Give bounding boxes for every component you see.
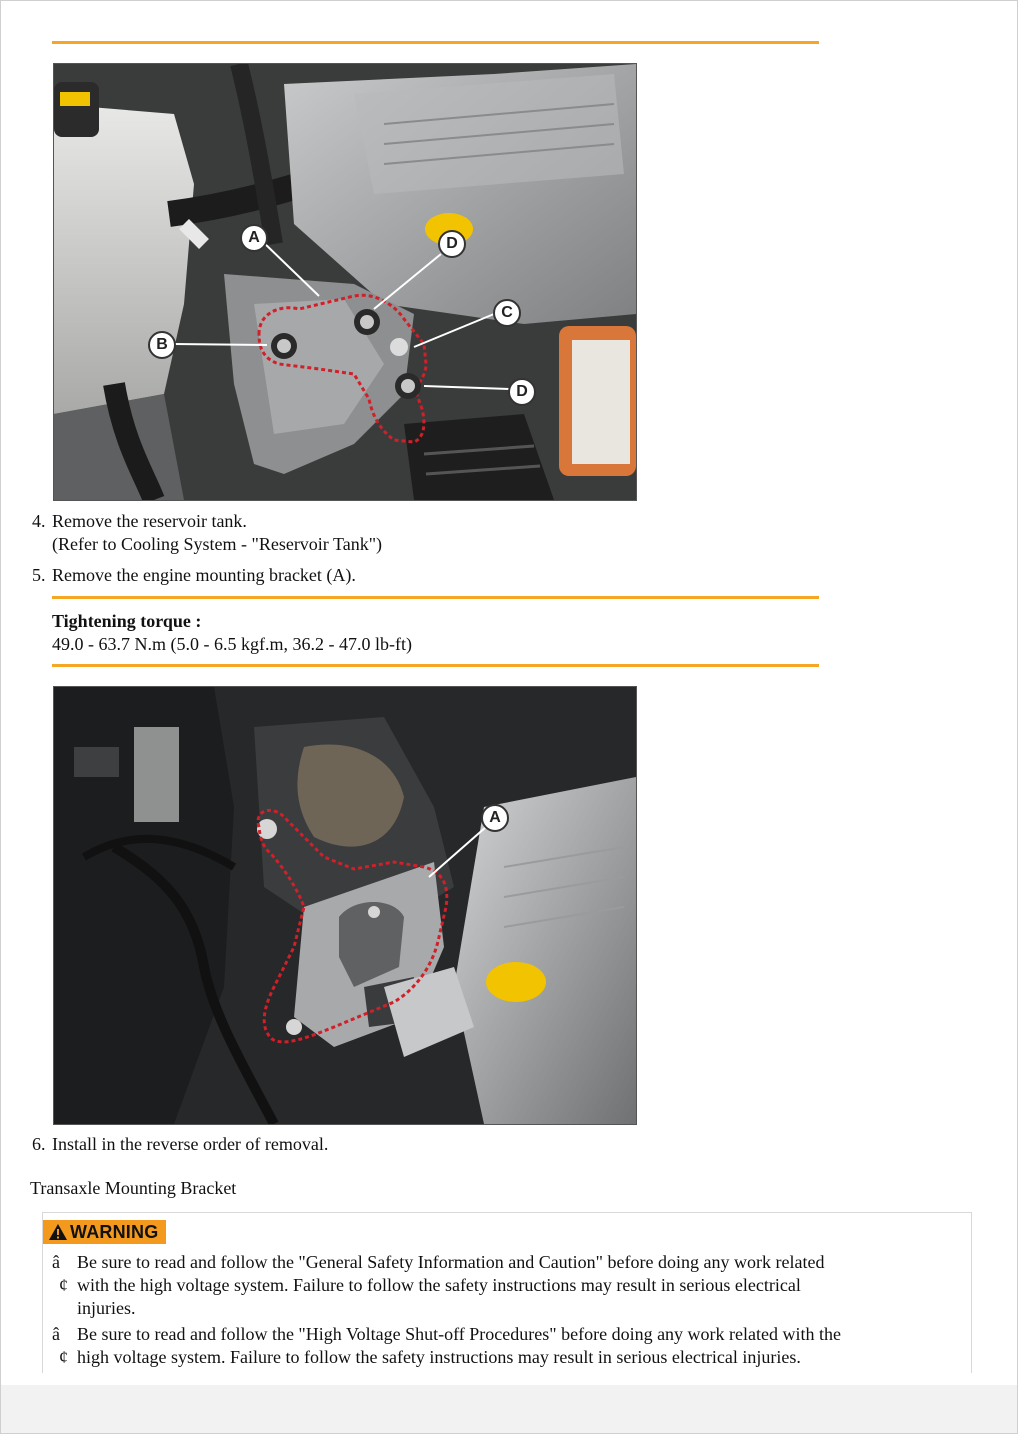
figure-engine-bracket-bolts	[53, 63, 637, 501]
page-footer-shade	[1, 1385, 1017, 1433]
callout-a: A	[240, 224, 268, 252]
warning-item-2-mark: â	[52, 1324, 60, 1344]
figure-2-illustration	[54, 687, 636, 1124]
step-4-text: Remove the reservoir tank.	[52, 511, 247, 531]
torque-label: Tightening torque :	[52, 611, 202, 631]
callout-d-bottom: D	[508, 378, 536, 406]
warning-item-1-mark2: ¢	[59, 1275, 68, 1295]
callout-c: C	[493, 299, 521, 327]
section-title: Transaxle Mounting Bracket	[30, 1178, 237, 1198]
figure-engine-mounting-bracket	[53, 686, 637, 1125]
warning-item-1-mark: â	[52, 1252, 60, 1272]
warning-item-2-line-1: Be sure to read and follow the "High Voltage Shut-off Procedures" before doing any work related with the	[77, 1324, 842, 1344]
step-5-text: Remove the engine mounting bracket (A).	[52, 565, 356, 585]
top-rule	[52, 41, 819, 44]
torque-rule-top	[52, 596, 819, 599]
step-4-reference: (Refer to Cooling System - "Reservoir Tank")	[52, 534, 383, 554]
warning-item-1-line-2: with the high voltage system. Failure to follow the safety instructions may result in serious electrical	[77, 1275, 801, 1295]
warning-triangle-icon	[48, 1223, 68, 1241]
warning-badge	[43, 1220, 166, 1244]
warning-item-2-line-2: high voltage system. Failure to follow the safety instructions may result in serious electrical injuries.	[77, 1347, 801, 1367]
warning-item-2-mark2: ¢	[59, 1347, 68, 1367]
warning-item-1-line-3: injuries.	[77, 1298, 136, 1318]
warning-label: WARNING	[70, 1222, 159, 1242]
torque-value: 49.0 - 63.7 N.m (5.0 - 6.5 kgf.m, 36.2 - 47.0 lb-ft)	[52, 634, 412, 654]
warning-item-1-line-1: Be sure to read and follow the "General Safety Information and Caution" before doing any work related	[77, 1252, 825, 1272]
torque-rule-bottom	[52, 664, 819, 667]
step-5-number: 5.	[32, 565, 46, 585]
step-6-number: 6.	[32, 1134, 46, 1154]
callout-b: B	[148, 331, 176, 359]
callout-d-top: D	[438, 230, 466, 258]
figure-1-illustration	[54, 64, 636, 500]
figure-2-callout-a: A	[481, 804, 509, 832]
step-6-text: Install in the reverse order of removal.	[52, 1134, 329, 1154]
step-4-number: 4.	[32, 511, 46, 531]
